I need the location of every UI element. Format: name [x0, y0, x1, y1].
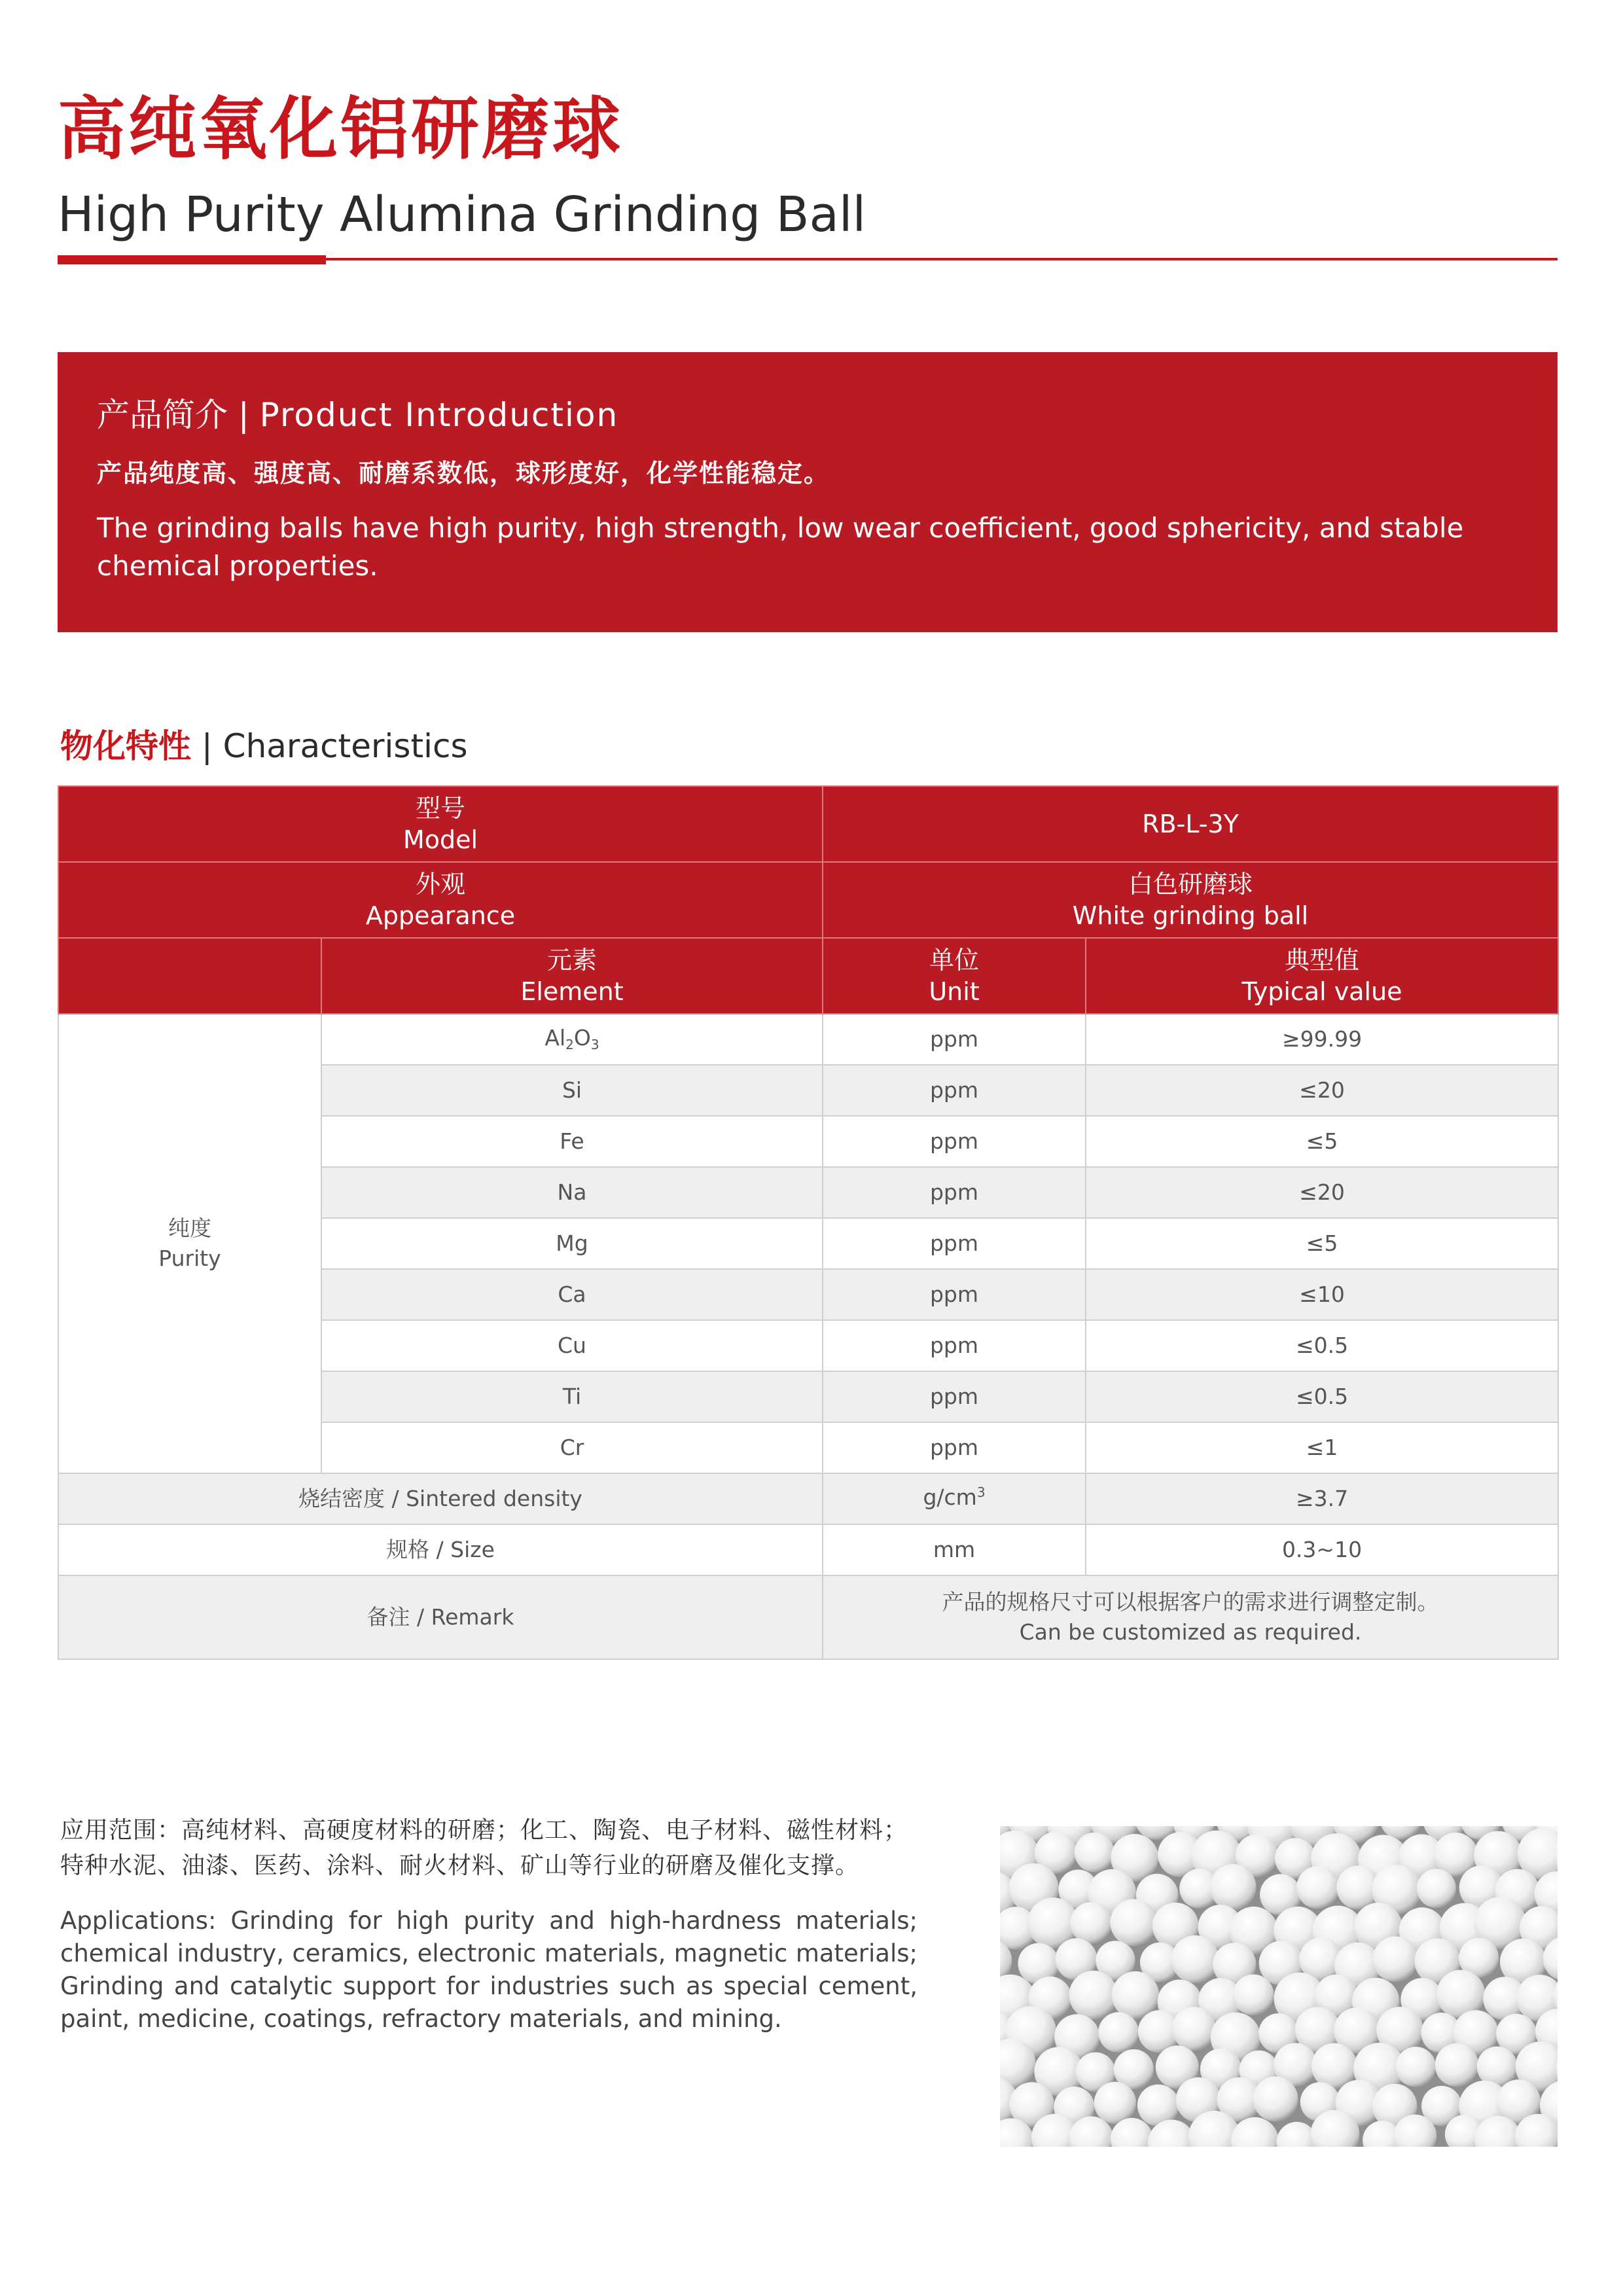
- grinding-ball: [1210, 1864, 1257, 1910]
- grinding-ball: [1253, 2077, 1298, 2122]
- element-cell: Mg: [321, 1218, 823, 1269]
- grinding-ball: [1075, 1833, 1115, 1873]
- unit-cell: ppm: [823, 1167, 1086, 1218]
- element-cell: Ca: [321, 1269, 823, 1320]
- grinding-ball: [1110, 1899, 1157, 1946]
- grinding-ball: [1372, 1937, 1418, 1982]
- size-row: [58, 1524, 1558, 1575]
- grinding-ball: [1070, 1902, 1112, 1944]
- unit-cell: ppm: [823, 1371, 1086, 1422]
- value-cell: ≤20: [1086, 1167, 1558, 1218]
- grinding-ball: [1396, 2047, 1436, 2087]
- remark-row: [58, 1575, 1558, 1659]
- density-value: ≥3.7: [1086, 1473, 1558, 1524]
- unit-cell: ppm: [823, 1320, 1086, 1371]
- value-cell: ≤10: [1086, 1269, 1558, 1320]
- applications-text-en: Applications: Grinding for high purity and high-hardness materials; chemical industry, ceramics, electronic materials, magnetic materials; Grinding and catalytic support for industries such as special cement, paint, medicine, coatings, refractory materials, and mining.: [60, 1907, 918, 2033]
- grinding-ball: [1435, 2043, 1479, 2087]
- table-row: [58, 1014, 1558, 1065]
- appearance-row: [58, 862, 1558, 938]
- model-value: RB-L-3Y: [823, 786, 1558, 862]
- header-unit: 单位 Unit: [823, 938, 1086, 1014]
- size-value: 0.3~10: [1086, 1524, 1558, 1575]
- intro-heading: [97, 395, 618, 435]
- remark-label: 备注 / Remark: [58, 1575, 823, 1659]
- element-cell: Si: [321, 1065, 823, 1116]
- grinding-ball: [1233, 1975, 1274, 2016]
- value-cell: ≤0.5: [1086, 1320, 1558, 1371]
- model-row: [58, 786, 1558, 862]
- header-typical-value: 典型值 Typical value: [1086, 938, 1558, 1014]
- density-label: 烧结密度 / Sintered density: [58, 1473, 823, 1524]
- intro-heading-separator: |: [238, 396, 249, 434]
- size-unit: mm: [823, 1524, 1086, 1575]
- intro-text-en: The grinding balls have high purity, high strength, low wear coefficient, good sphericity, and stable chemical properties.: [97, 512, 1464, 582]
- characteristics-table: [58, 785, 1559, 1660]
- header-element: 元素 Element: [321, 938, 823, 1014]
- value-cell: ≥99.99: [1086, 1014, 1558, 1065]
- unit-cell: ppm: [823, 1116, 1086, 1167]
- characteristics-heading-cn: 物化特性: [60, 727, 191, 765]
- grinding-ball: [1098, 2012, 1139, 2053]
- size-label: 规格 / Size: [58, 1524, 823, 1575]
- column-header-row: [58, 938, 1558, 1014]
- unit-cell: ppm: [823, 1065, 1086, 1116]
- remark-value: 产品的规格尺寸可以根据客户的需求进行调整定制。 Can be customized as required.: [823, 1575, 1558, 1659]
- element-cell: Cu: [321, 1320, 823, 1371]
- grinding-ball: [1069, 1971, 1118, 2020]
- grinding-balls-photo: [1000, 1826, 1558, 2147]
- grinding-ball: [1172, 2007, 1216, 2051]
- page-title-en: High Purity Alumina Grinding Ball: [58, 187, 866, 243]
- element-cell: Fe: [321, 1116, 823, 1167]
- page-title-cn: 高纯氧化铝研磨球: [58, 89, 624, 169]
- intro-text-cn: 产品纯度高、强度高、耐磨系数低，球形度好，化学性能稳定。: [97, 459, 830, 488]
- grinding-ball: [1094, 2082, 1136, 2124]
- appearance-value: 白色研磨球 White grinding ball: [823, 862, 1558, 938]
- characteristics-heading: [60, 720, 468, 767]
- characteristics-heading-separator: |: [201, 727, 213, 765]
- characteristics-heading-en: Characteristics: [223, 727, 468, 765]
- grinding-ball: [1171, 1935, 1219, 1983]
- value-cell: ≤1: [1086, 1422, 1558, 1473]
- applications-text-cn: 应用范围：高纯材料、高硬度材料的研磨；化工、陶瓷、电子材料、磁性材料；特种水泥、油漆、医药、涂料、耐火材料、矿山等行业的研磨及催化支撑。: [60, 1817, 908, 1879]
- value-cell: ≤5: [1086, 1116, 1558, 1167]
- intro-heading-en: Product Introduction: [259, 396, 619, 434]
- element-cell: Ti: [321, 1371, 823, 1422]
- unit-cell: ppm: [823, 1014, 1086, 1065]
- product-introduction-panel: [58, 352, 1558, 632]
- grinding-ball: [1296, 1866, 1340, 1909]
- grinding-balls-illustration: [1000, 1826, 1558, 2147]
- header-blank: [58, 938, 321, 1014]
- purity-label: 纯度 Purity: [58, 1014, 321, 1473]
- intro-heading-cn: 产品简介: [97, 396, 228, 434]
- density-row: [58, 1473, 1558, 1524]
- element-cell: Cr: [321, 1422, 823, 1473]
- value-cell: ≤5: [1086, 1218, 1558, 1269]
- appearance-label: 外观 Appearance: [58, 862, 823, 938]
- grinding-ball: [1417, 1869, 1456, 1908]
- unit-cell: ppm: [823, 1269, 1086, 1320]
- value-cell: ≤0.5: [1086, 1371, 1558, 1422]
- unit-cell: ppm: [823, 1422, 1086, 1473]
- title-divider-accent: [58, 255, 326, 264]
- element-cell: $Al_2O_3$: [321, 1014, 823, 1065]
- element-cell: Na: [321, 1167, 823, 1218]
- model-label: 型号 Model: [58, 786, 823, 862]
- value-cell: ≤20: [1086, 1065, 1558, 1116]
- density-unit: $g/cm^3$: [823, 1473, 1086, 1524]
- unit-cell: ppm: [823, 1218, 1086, 1269]
